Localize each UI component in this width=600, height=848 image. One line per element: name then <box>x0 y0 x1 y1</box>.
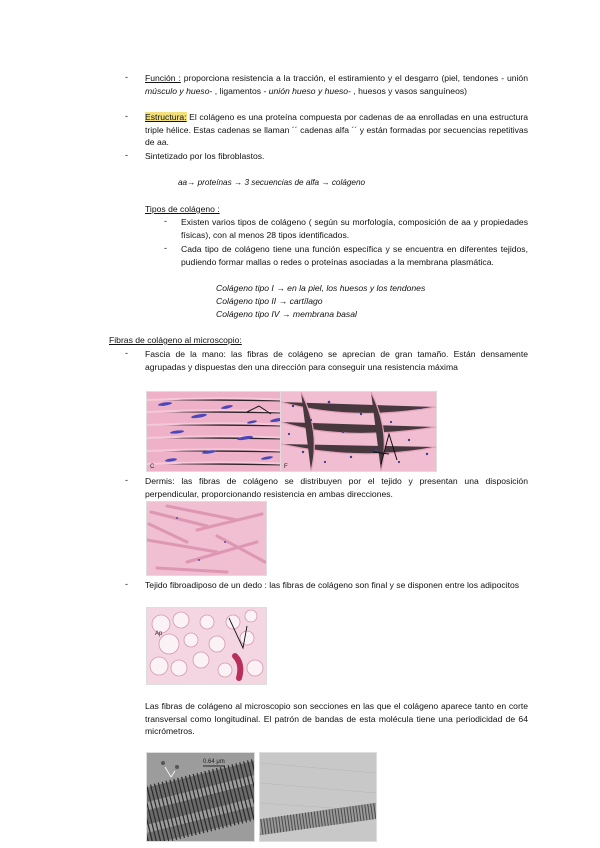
em-left-svg <box>147 753 254 841</box>
funcion-text-3: - , huesos y vasos sanguíneos) <box>348 85 468 96</box>
bullet-dash: - <box>125 475 128 485</box>
tipo-iv: Colágeno tipo IV → membrana basal <box>216 309 357 319</box>
tipos-item-1: Existen varios tipos de colágeno ( según su morfología, composición de aa y propiedades físicas), con al menos 28 tipos identificados. <box>181 217 528 240</box>
em-micrograph-right <box>259 752 377 842</box>
funcion-text-2: - , ligamentos - <box>209 85 269 96</box>
bullet-dash: - <box>164 243 167 253</box>
fascia-right-svg <box>281 392 436 471</box>
bullet-dash: - <box>125 150 128 160</box>
tejido-micrograph <box>146 607 267 685</box>
tejido-text: Tejido fibroadiposo de un dedo : las fibras de colágeno son final y se disponen entre los adipocitos <box>145 580 520 590</box>
adipocyte-label: Ap <box>155 631 163 637</box>
funcion-label: Función : <box>145 73 181 83</box>
fascia-text: Fascia de la mano: las fibras de colágeno se aprecian de gran tamaño. Están densamente agrupadas y dispuestas den una dirección para conseguir una resistencia máxima <box>145 349 528 372</box>
estructura-text: El colágeno es una proteína compuesta por cadenas de aa enrolladas en una estructura triple hélice. Estas cadenas se llaman ´´ cadenas alfa ´´ y están formadas por secuencias repetitivas de aa. <box>145 112 528 148</box>
tipo-ii: Colágeno tipo II → cartílago <box>216 296 323 306</box>
bullet-dash: - <box>125 111 128 121</box>
dermis-svg <box>147 502 266 575</box>
bullet-estructura <box>145 111 528 149</box>
fascia-left-corner: C <box>150 464 155 470</box>
fibras-heading: Fibras de colágeno al microscopio: <box>109 335 242 345</box>
tejido-svg <box>147 608 266 684</box>
funcion-italic-1: músculo y hueso <box>145 85 210 96</box>
em-micrograph-left <box>146 752 255 842</box>
bullet-funcion <box>145 72 528 97</box>
bullet-dash: - <box>164 216 167 226</box>
em-right-svg <box>260 753 376 841</box>
funcion-text: proporciona resistencia a la tracción, el estiramiento y el desgarro (piel, tendones - unión <box>180 73 528 83</box>
tipos-item-2: Cada tipo de colágeno tiene una función específica y se encuentra en diferentes tejidos, pudiendo formar mallas o redes o proteínas asociadas a la membrana plasmática. <box>181 244 528 267</box>
dermis-text: Dermis: las fibras de colágeno se distribuyen por el tejido y presentan una disposición perpendicular, proporcionando resistencia en ambas direcciones. <box>145 476 528 499</box>
tipos-heading: Tipos de colágeno : <box>145 204 220 214</box>
fibras-paragraph: Las fibras de colágeno al microscopio son secciones en las que el colágeno aparece tanto en corte transversal como longitudinal. El patrón de bandas de esta molécula tiene una periodicidad de 64 micrómetros. <box>145 701 528 737</box>
bullet-dash: - <box>125 579 128 589</box>
em-scale-label: 0.64 μm <box>203 759 225 765</box>
flow-line: aa→ proteínas → 3 secuencias de alfa → colágeno <box>178 178 366 187</box>
tipo-i: Colágeno tipo I → en la piel, los huesos y los tendones <box>216 283 426 293</box>
funcion-italic-2: unión hueso y hueso <box>268 85 349 96</box>
bullet-dash: - <box>125 72 128 82</box>
estructura-label: Estructura: <box>145 112 187 122</box>
dermis-micrograph <box>146 501 267 576</box>
fascia-micrograph-right <box>280 391 437 472</box>
bullet-dash: - <box>125 348 128 358</box>
bullet-sintetizado: Sintetizado por los fibroblastos. <box>145 151 265 161</box>
fascia-right-corner: F <box>284 464 288 470</box>
